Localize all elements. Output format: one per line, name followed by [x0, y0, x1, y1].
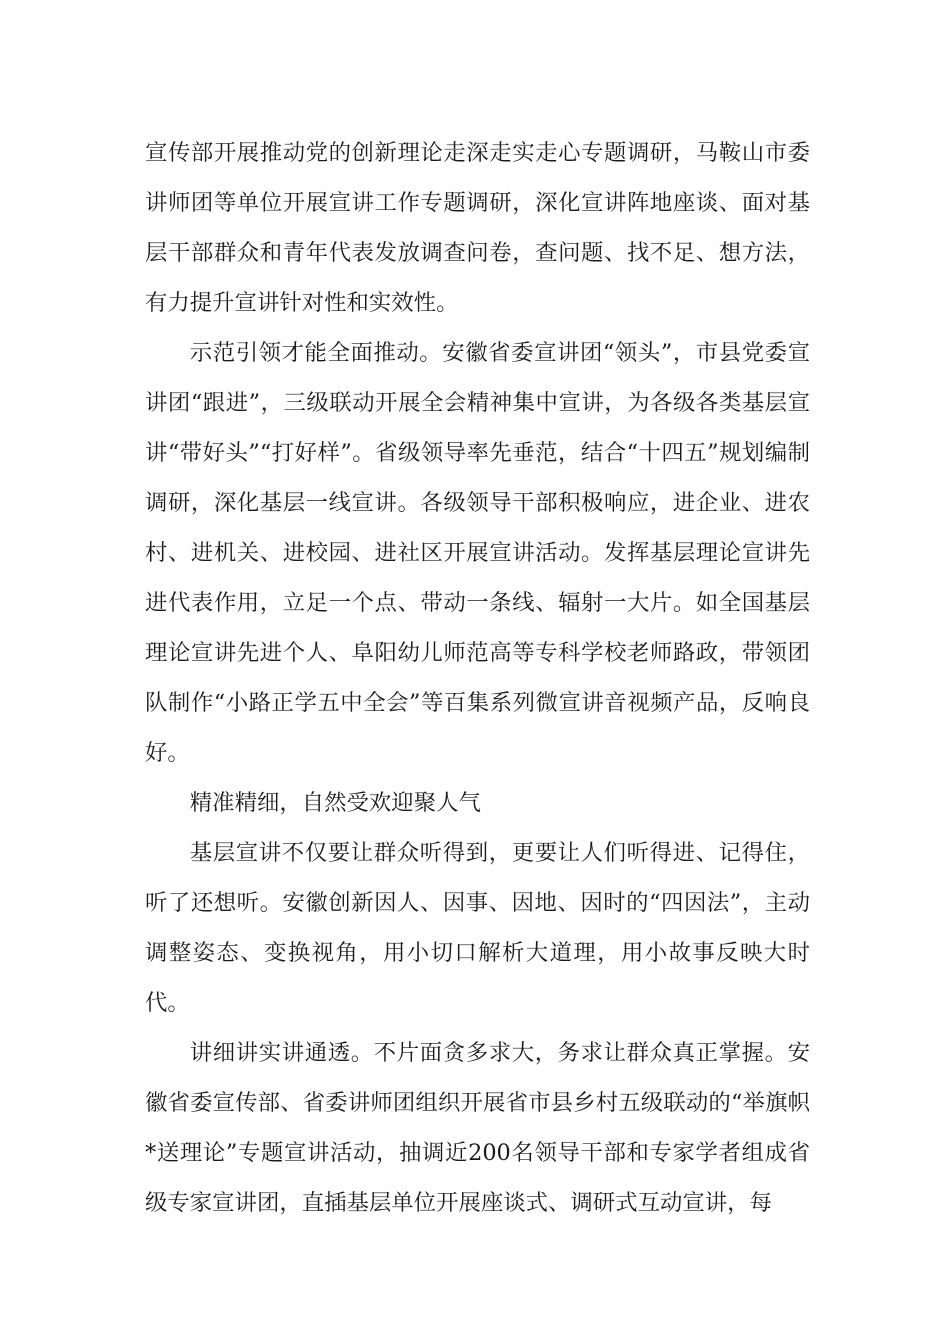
- section-heading: 精准精细，自然受欢迎聚人气: [189, 790, 481, 816]
- paragraph-2: 示范引领才能全面推动。安徽省委宣讲团“领头”，市县党委宣讲团“跟进”，三级联动开展全会精神集中宣讲，为各级各类基层宣讲“带好头”“打好样”。省级领导率先垂范，结合“十四五”规划编制调研，深化基层一线宣讲。各级领导干部积极响应，进企业、进农村、进机关、进校园、进社区开展宣讲活动。发挥基层理论宣讲先进代表作用，立足一个点、带动一条线、辐射一大片。如全国基层理论宣讲先进个人、阜阳幼儿师范高等专科学校老师路政，带领团队制作“小路正学五中全会”等百集系列微宣讲音视频产品，反响良好。: [145, 340, 810, 766]
- paragraph-1: 宣传部开展推动党的创新理论走深走实走心专题调研，马鞍山市委讲师团等单位开展宣讲工作专题调研，深化宣讲阵地座谈、面对基层干部群众和青年代表发放调查问卷，查问题、找不足、想方法，有力提升宣讲针对性和实效性。: [145, 140, 810, 316]
- paragraph-3: 基层宣讲不仅要让群众听得到，更要让人们听得进、记得住，听了还想听。安徽创新因人、因事、因地、因时的“四因法”，主动调整姿态、变换视角，用小切口解析大道理，用小故事反映大时代。: [145, 840, 810, 1016]
- document-body: [145, 128, 810, 1228]
- paragraph-4: 讲细讲实讲通透。不片面贪多求大，务求让群众真正掌握。安徽省委宣传部、省委讲师团组织开展省市县乡村五级联动的“举旗帜*送理论”专题宣讲活动，抽调近200名领导干部和专家学者组成省级专家宣讲团，直插基层单位开展座谈式、调研式互动宣讲，每: [145, 1040, 810, 1216]
